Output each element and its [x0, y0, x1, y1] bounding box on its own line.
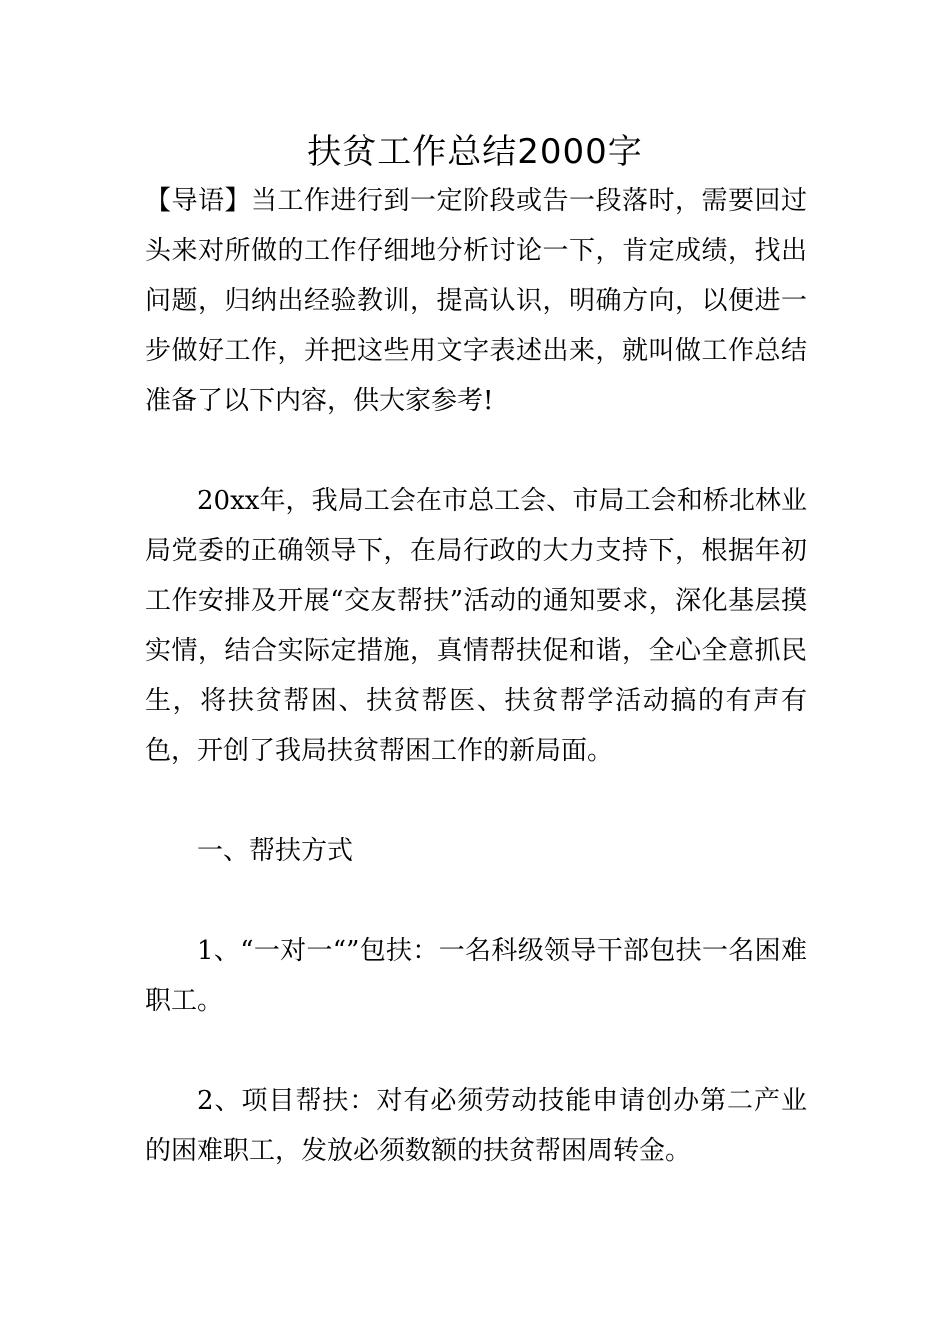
paragraph-spacer	[145, 776, 807, 826]
document-body	[145, 176, 807, 1176]
document-title: 扶贫工作总结2000字	[307, 132, 643, 172]
section-heading: 一、帮扶方式	[197, 836, 354, 866]
paragraph-spacer	[145, 876, 807, 926]
list-item-2: 2、项目帮扶：对有必须劳动技能申请创办第二产业的困难职工，发放必须数额的扶贫帮困周转金。	[145, 1086, 807, 1166]
paragraph-spacer	[145, 426, 807, 476]
intro-paragraph: 【导语】当工作进行到一定阶段或告一段落时，需要回过头来对所做的工作仔细地分析讨论一下，肯定成绩，找出问题，归纳出经验教训，提高认识，明确方向，以便进一步做好工作，并把这些用文字表述出来，就叫做工作总结准备了以下内容，供大家参考!	[145, 186, 807, 416]
list-item-1: 1、“一对一“”包扶：一名科级领导干部包扶一名困难职工。	[145, 936, 807, 1016]
paragraph-spacer	[145, 1026, 807, 1076]
summary-paragraph: 20xx年，我局工会在市总工会、市局工会和桥北林业局党委的正确领导下，在局行政的大力支持下，根据年初工作安排及开展“交友帮扶”活动的通知要求，深化基层摸实情，结合实际定措施，真情帮扶促和谐，全心全意抓民生，将扶贫帮困、扶贫帮医、扶贫帮学活动搞的有声有色，开创了我局扶贫帮困工作的新局面。	[145, 486, 807, 766]
